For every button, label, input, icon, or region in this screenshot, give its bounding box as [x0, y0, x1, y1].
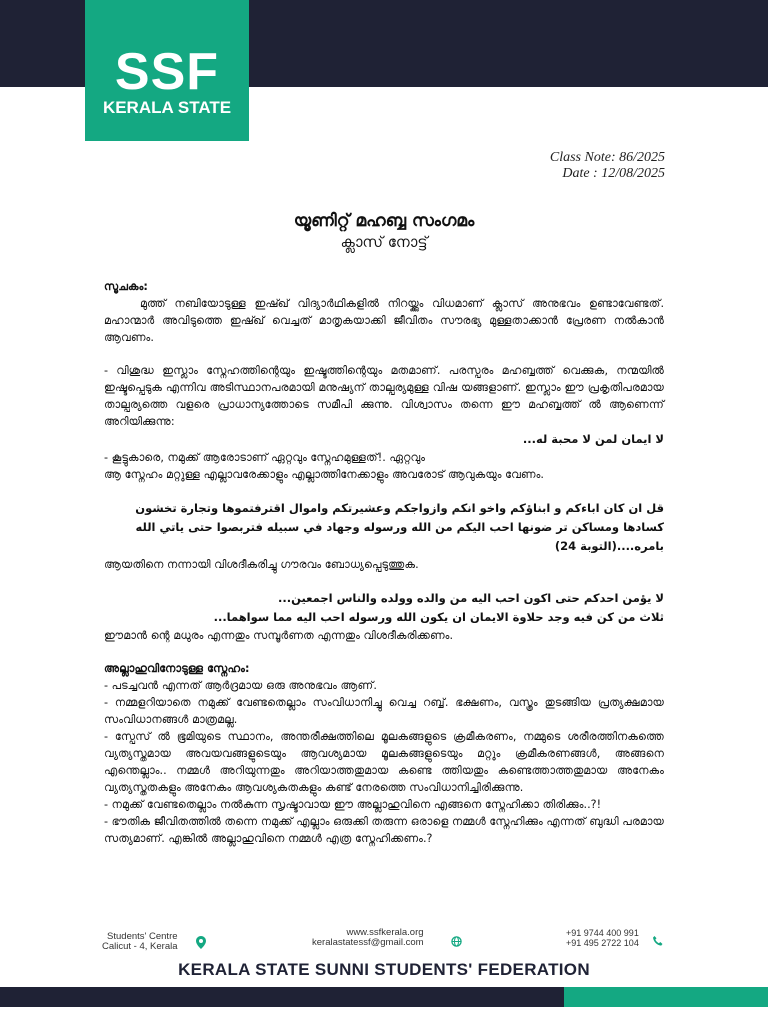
logo-main-text: SSF — [114, 43, 220, 101]
class-note-block — [550, 150, 665, 182]
footer-organisation-name: KERALA STATE SUNNI STUDENTS' FEDERATION — [178, 960, 590, 979]
title-block — [0, 210, 768, 252]
globe-icon — [451, 936, 462, 950]
paragraph: ഈമാൻ ന്റെ മധുരം എന്നതും സമ്പൂർണത എന്നതും വിശദീകരിക്കണം. — [104, 629, 454, 642]
class-note-date: Date : 12/08/2025 — [562, 166, 665, 181]
paragraph: ആയതിനെ നന്നായി വിശദീകരിച്ചു ഗൗരവം ബോധ്യപ്പെടുത്തുക. — [104, 558, 419, 571]
class-note-number: Class Note: 86/2025 — [549, 150, 665, 165]
location-pin-icon — [196, 936, 206, 952]
paragraph: - ഭൗതിക ജീവിതത്തിൽ തന്നെ നമുക്ക് എല്ലാം ഒരുക്കി തരുന്ന ഒരാളെ നമ്മൾ സ്നേഹിക്കും എന്നത് ബുദ്ധി പരമായ സത്യമാണ്. എങ്കിൽ അല്ലാഹുവിനെ നമ്മൾ എത്ര സ്നേഹിക്കണം.? — [104, 815, 664, 845]
footer-band-dark — [0, 987, 564, 1007]
footer-band-green — [564, 987, 768, 1007]
arabic-hadith: ثلاث من كن فيه وجد حلاوة الايمان ان يكون الله ورسوله احب اليه مما سواهما... — [213, 610, 664, 624]
section-heading-love-of-allah: അല്ലാഹുവിനോടുള്ള സ്നേഹം: — [104, 662, 250, 675]
email-link[interactable]: keralastatessf@gmail.com — [312, 937, 424, 948]
phone-number[interactable]: +91 495 2722 104 — [566, 938, 639, 948]
paragraph: - സ്പേസ് ൽ ഭൂമിയുടെ സ്ഥാനം, അന്തരീക്ഷത്തിലെ മൂലകങ്ങളുടെ ക്രമീകരണം, നമ്മുടെ ശരീരത്തിനകത്തെ വ്യത്യസ്തമായ അവയവങ്ങളുടെയും ആവശ്യമായ മൂലകങ്ങളുടെയും മറ്റും ക്രമീകരണങ്ങൾ, അങ്ങനെ എന്തെല്ലാം.. നമ്മൾ അറിയുന്നതും അറിയാത്തതുമായ കണ്ടെ ത്തിയതും കണ്ടെത്താത്തതുമായ അനേകം വ്യത്യസ്തതകളും അനേകം ആവശ്യകതകളും കണ്ട് നേരത്തെ സംവിധാനിച്ചിരിക്കുന്നു. — [104, 730, 664, 794]
section-heading-intro: സൂചകം: — [104, 280, 148, 293]
paragraph: ആ സ്നേഹം മറ്റുള്ള എല്ലാവരേക്കാളും എല്ലാത്തിനേക്കാളും അവരോട് ആവുകയും വേണം. — [104, 468, 544, 481]
paragraph: - കൂട്ടുകാരെ, നമുക്ക് ആരോടാണ് ഏറ്റവും സ്നേഹമുള്ളത്!. ഏറ്റവും — [104, 451, 426, 464]
paragraph: മുത്ത് നബിയോടുള്ള ഇഷ്ഖ് വിദ്യാർഥികളിൽ നിറയ്ക്കും വിധമാണ് ക്ലാസ് അനുഭവം ഉണ്ടാവേണ്ടത്. മഹാന്മാർ അവിടുത്തെ ഇഷ്ഖ് വെച്ചത് മാതൃകയാക്കി ജീവിതം സൗരഭ്യ മുള്ളതാക്കാൻ പ്രേരണ നൽകാൻ ആവണം. — [104, 297, 664, 344]
page-subtitle: ക്ലാസ് നോട്ട് — [340, 233, 428, 251]
page-title: യൂണിറ്റ് മഹബ്ബ സംഗമം — [293, 211, 475, 231]
arabic-hadith: لا يؤمن احدكم حتى اكون احب اليه من والده وولده والناس اجمعين... — [277, 591, 664, 605]
footer-address-line: Calicut - 4, Kerala — [102, 941, 178, 952]
phone-number[interactable]: +91 9744 400 991 — [566, 928, 639, 938]
phone-icon — [652, 935, 664, 950]
document-body — [104, 278, 664, 847]
logo-sub-text: KERALA STATE — [102, 98, 232, 117]
paragraph: - നമുക്ക് വേണ്ടതെല്ലാം നൽകുന്ന സൃഷ്ടാവായ ഈ അല്ലാഹുവിനെ എങ്ങനെ സ്നേഹിക്കാ തിരിക്കും..?! — [104, 798, 602, 811]
footer-address-line: Students' Centre — [107, 931, 178, 942]
arabic-quote: لا ايمان لمن لا محبة له... — [522, 432, 664, 446]
website-link[interactable]: www.ssfkerala.org — [346, 927, 424, 938]
paragraph: - വിശുദ്ധ ഇസ്ലാം സ്നേഹത്തിന്റെയും ഇഷ്ടത്തിന്റെയും മതമാണ്. പരസ്പരം മഹബ്ബത്ത് വെക്കുക, നന്മയിൽ ഇഷ്ടപ്പെടുക എന്നിവ അടിസ്ഥാനപരമായി മനുഷ്യന് താല്പര്യമുള്ള വിഷ യങ്ങളാണ്. ഇസ്ലാം ഈ പ്രകൃതിപരമായ താല്പര്യത്തെ വളരെ പ്രാധാന്യത്തോടെ സമീപി ക്കുന്നു. വിശ്വാസം തന്നെ ഈ മഹബ്ബത്ത് ൽ ആണെന്ന് അറിയിക്കുന്നു: — [104, 364, 664, 428]
footer-phone — [566, 928, 639, 948]
paragraph: - നമ്മളറിയാതെ നമുക്ക് വേണ്ടതെല്ലാം സംവിധാനിച്ചു വെച്ച റബ്ബ്. ഭക്ഷണം, വസ്ത്രം തുടങ്ങിയ പ്രത്യക്ഷമായ സംവിധാനങ്ങൾ മാത്രമല്ല. — [104, 696, 664, 726]
ssf-logo — [85, 0, 249, 141]
paragraph: - പടച്ചവൻ എന്നത് ആർദ്രമായ ഒരു അനുഭവം ആണ്. — [104, 679, 377, 692]
footer-address — [102, 932, 178, 952]
footer-web — [312, 928, 424, 948]
footer — [0, 928, 768, 988]
arabic-verse: قل ان كان اباءكم و ابناؤكم واخو انكم وازواجكم وعشيرتكم واموال اقترفتموها وتجارة تخشون كسادها ومساكن تر ضونها احب اليكم من الله ورسوله وجهاد في سبيله فتربصوا حتى ياتي الله بامره....(التوبة 24) — [135, 501, 664, 553]
